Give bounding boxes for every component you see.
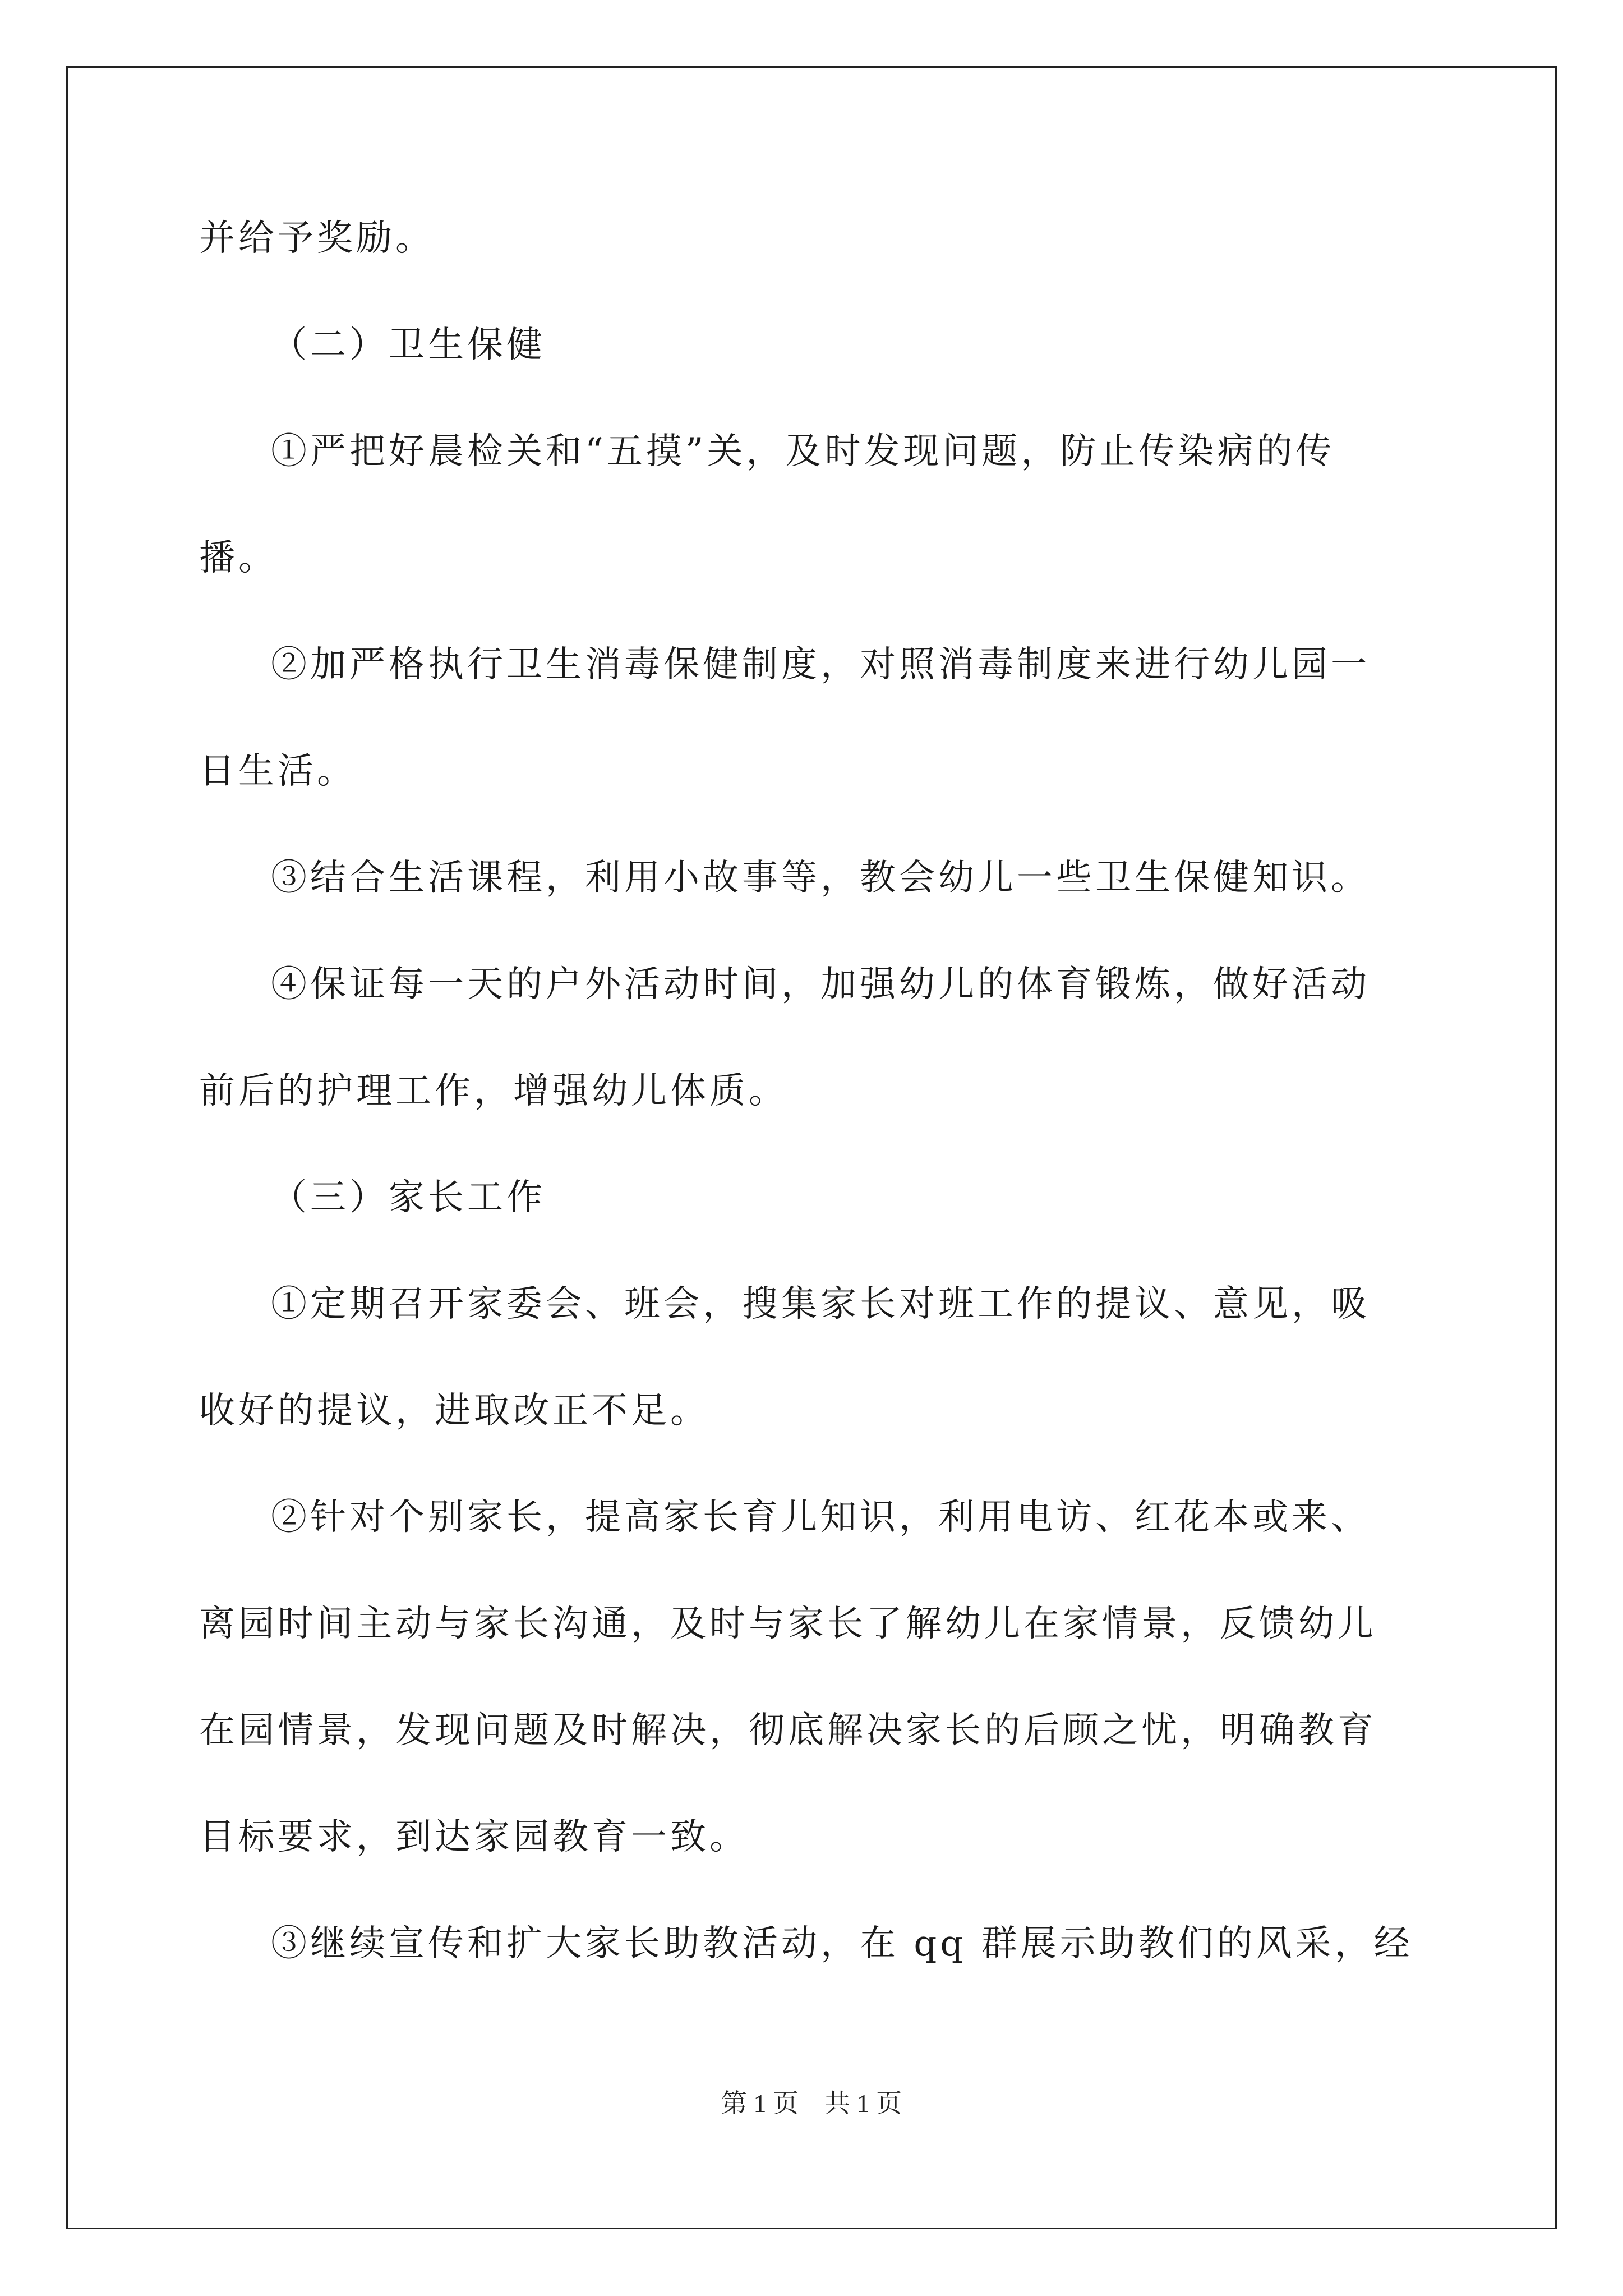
paragraph-line: 目标要求，到达家园教育一致。 bbox=[199, 1816, 749, 1858]
paragraph-line: ①定期召开家委会、班会，搜集家长对班工作的提议、意见，吸 bbox=[271, 1283, 1370, 1325]
paragraph-line: ①严把好晨检关和“五摸”关，及时发现问题，防止传染病的传 bbox=[271, 431, 1335, 472]
page-border bbox=[66, 66, 1557, 2229]
paragraph-line: 离园时间主动与家长沟通，及时与家长了解幼儿在家情景，反馈幼儿 bbox=[199, 1603, 1377, 1645]
paragraph-line: ②针对个别家长，提高家长育儿知识，利用电访、红花本或来、 bbox=[271, 1497, 1370, 1538]
paragraph-line: 日生活。 bbox=[199, 751, 356, 792]
paragraph-line: ④保证每一天的户外活动时间，加强幼儿的体育锻炼，做好活动 bbox=[271, 964, 1370, 1005]
section-heading: （三）家长工作 bbox=[271, 1177, 546, 1218]
paragraph-line: 在园情景，发现问题及时解决，彻底解决家长的后顾之忧，明确教育 bbox=[199, 1710, 1377, 1751]
paragraph-line: 播。 bbox=[199, 537, 278, 579]
page-number-footer: 第 1 页 共 1 页 bbox=[721, 2089, 902, 2118]
paragraph-line: 收好的提议，进取改正不足。 bbox=[199, 1390, 709, 1432]
paragraph-line: ③结合生活课程，利用小故事等，教会幼儿一些卫生保健知识。 bbox=[271, 857, 1370, 899]
paragraph-line: ②加严格执行卫生消毒保健制度，对照消毒制度来进行幼儿园一 bbox=[271, 644, 1370, 685]
section-heading: （二）卫生保健 bbox=[271, 324, 546, 366]
paragraph-line: 前后的护理工作，增强幼儿体质。 bbox=[199, 1070, 788, 1112]
paragraph-line: ③继续宣传和扩大家长助教活动，在 qq 群展示助教们的风采，经 bbox=[271, 1923, 1413, 1964]
paragraph-line: 并给予奖励。 bbox=[199, 218, 435, 259]
